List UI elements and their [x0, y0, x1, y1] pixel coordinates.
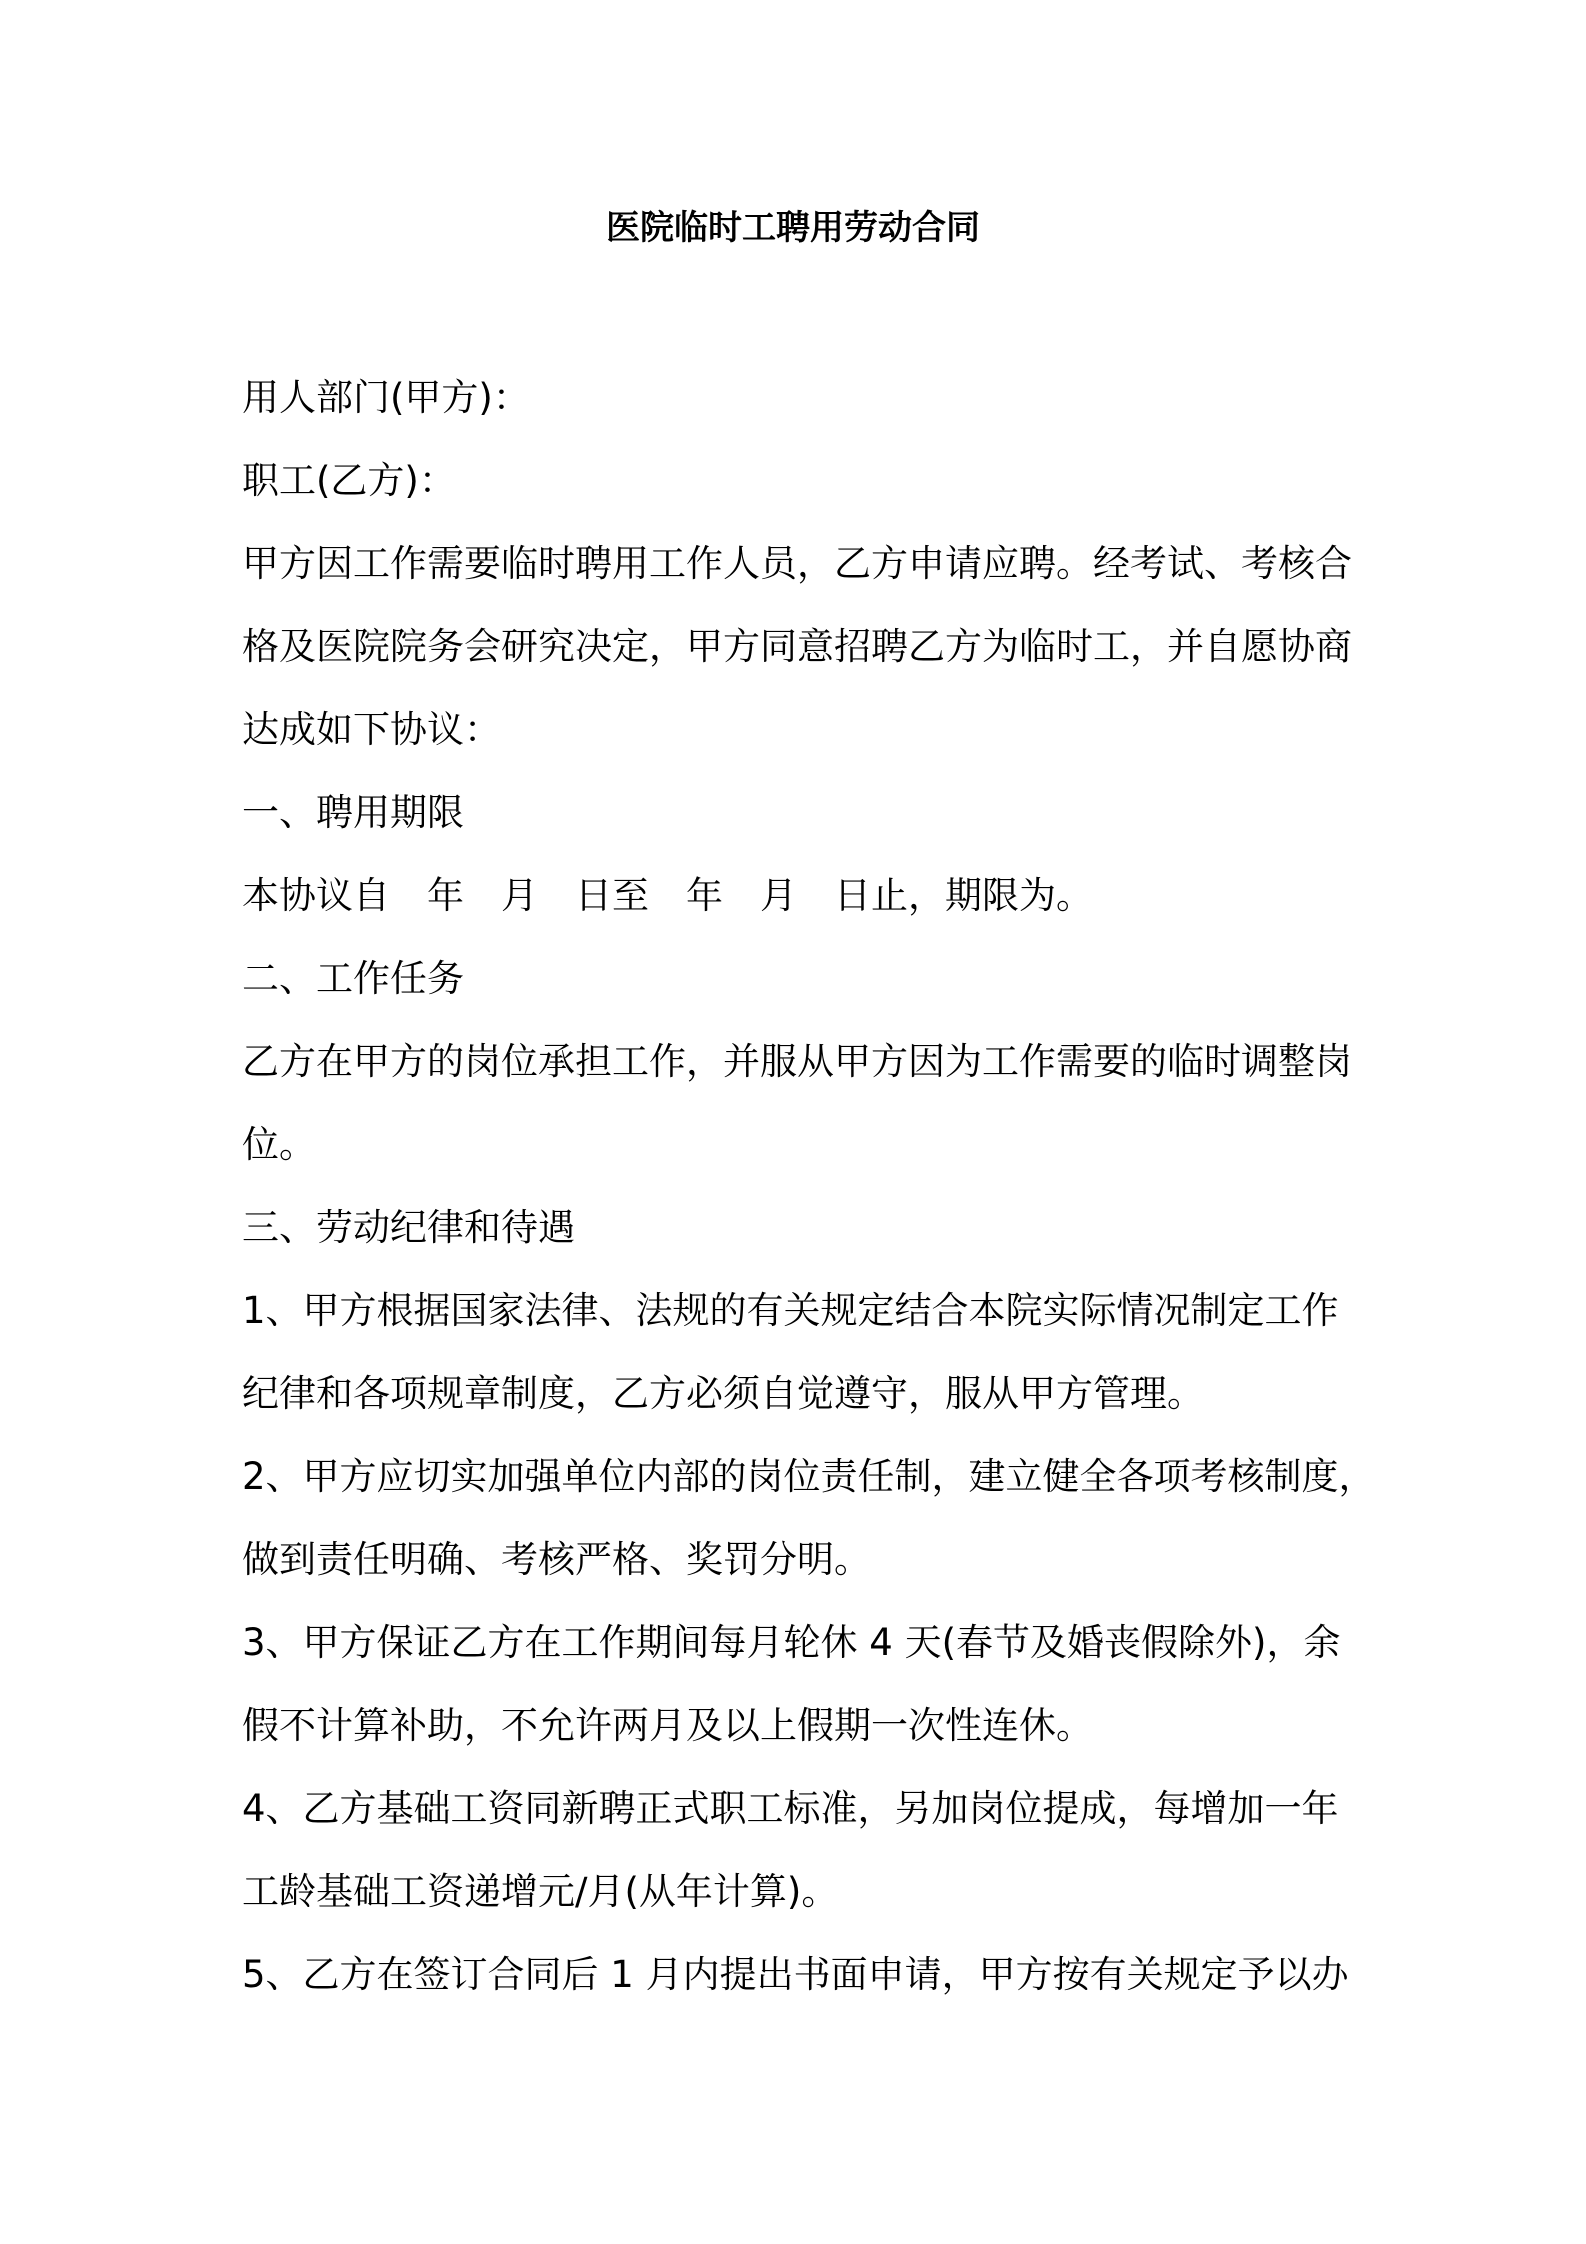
clause-3-line-1: 3、甲方保证乙方在工作期间每月轮休 4 天(春节及婚丧假除外)，余	[242, 1621, 1341, 1664]
clause-5-line-1: 5、乙方在签订合同后 1 月内提出书面申请，甲方按有关规定予以办	[242, 1953, 1349, 1996]
employer-line: 用人部门(甲方)：	[242, 376, 530, 419]
clause-1-line-1: 1、甲方根据国家法律、法规的有关规定结合本院实际情况制定工作	[242, 1289, 1339, 1332]
section-heading-discipline: 三、劳动纪律和待遇	[242, 1206, 575, 1249]
task-line-2: 位。	[242, 1123, 316, 1166]
document-title: 医院临时工聘用劳动合同	[606, 208, 980, 248]
intro-line-1: 甲方因工作需要临时聘用工作人员，乙方申请应聘。经考试、考核合	[242, 542, 1352, 585]
clause-2-line-2: 做到责任明确、考核严格、奖罚分明。	[242, 1538, 871, 1581]
intro-line-3: 达成如下协议：	[242, 708, 501, 751]
clause-4-line-1: 4、乙方基础工资同新聘正式职工标准，另加岗位提成，每增加一年	[242, 1787, 1339, 1830]
employee-line: 职工(乙方)：	[242, 459, 456, 502]
task-line-1: 乙方在甲方的岗位承担工作，并服从甲方因为工作需要的临时调整岗	[242, 1040, 1352, 1083]
intro-line-2: 格及医院院务会研究决定，甲方同意招聘乙方为临时工，并自愿协商	[242, 625, 1352, 668]
clause-4-line-2: 工龄基础工资递增元/月(从年计算)。	[242, 1870, 839, 1913]
clause-1-line-2: 纪律和各项规章制度，乙方必须自觉遵守，服从甲方管理。	[242, 1372, 1204, 1415]
section-heading-term: 一、聘用期限	[242, 791, 464, 834]
clause-2-line-1: 2、甲方应切实加强单位内部的岗位责任制，建立健全各项考核制度，	[242, 1455, 1376, 1498]
term-line: 本协议自 年 月 日至 年 月 日止，期限为。	[242, 874, 1093, 917]
section-heading-task: 二、工作任务	[242, 957, 464, 1000]
clause-3-line-2: 假不计算补助，不允许两月及以上假期一次性连休。	[242, 1704, 1093, 1747]
